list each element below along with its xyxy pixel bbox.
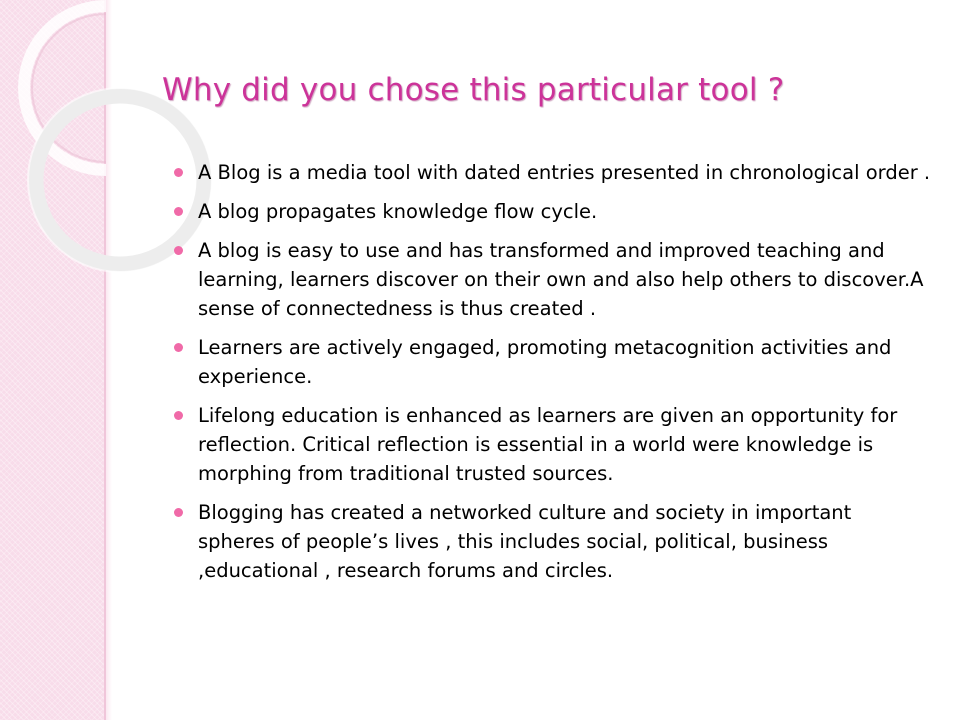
bullet-dot-icon: [174, 343, 183, 352]
bullet-item: [172, 197, 932, 226]
bullet-list: [172, 158, 932, 595]
bullet-item: [172, 498, 932, 585]
bullet-dot-icon: [174, 508, 183, 517]
bullet-dot-icon: [174, 207, 183, 216]
bullet-text: A Blog is a media tool with dated entries presented in chronological order .: [198, 161, 931, 184]
bullet-item: [172, 333, 932, 391]
bullet-dot-icon: [174, 246, 183, 255]
bullet-text: Lifelong education is enhanced as learners are given an opportunity for reflection. Critical reflection is essential in a world were knowledge is morphing from traditional trusted sources.: [198, 404, 898, 485]
bullet-text: A blog propagates knowledge flow cycle.: [198, 200, 598, 223]
bullet-dot-icon: [174, 411, 183, 420]
bullet-text: Learners are actively engaged, promoting metacognition activities and experience.: [198, 336, 892, 388]
bullet-item: [172, 401, 932, 488]
slide-title: Why did you chose this particular tool ?: [162, 72, 785, 108]
bullet-item: [172, 158, 932, 187]
bullet-text: Blogging has created a networked culture and society in important spheres of people’s lives , this includes social, political, business ,educational , research forums and circles.: [198, 501, 852, 582]
bullet-dot-icon: [174, 168, 183, 177]
bullet-text: A blog is easy to use and has transformed and improved teaching and learning, learners discover on their own and also help others to discover.A sense of connectedness is thus created .: [198, 239, 924, 320]
bullet-item: [172, 236, 932, 323]
